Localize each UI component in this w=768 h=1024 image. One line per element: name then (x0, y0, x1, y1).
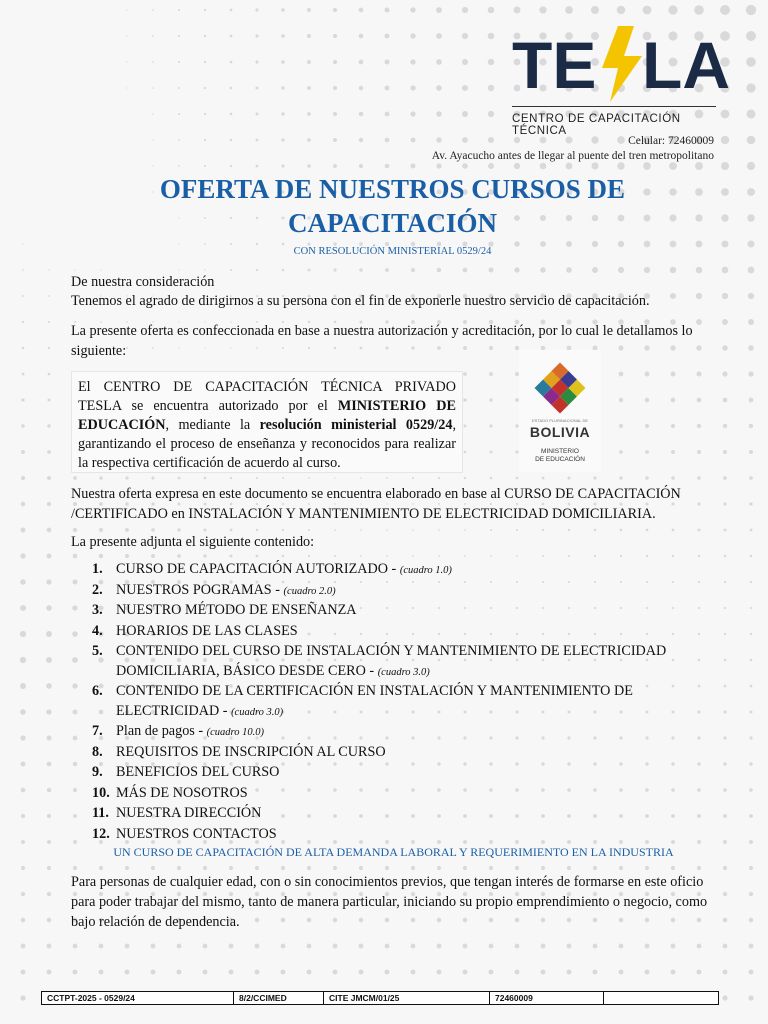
greeting: De nuestra consideración (71, 274, 215, 290)
list-item: 5. CONTENIDO DEL CURSO DE INSTALACIÓN Y MANTENIMIENTO DE ELECTRICIDAD DOMICILIARIA, BÁSICO DESDE CERO - (cuadro 3.0) (92, 643, 667, 679)
lightning-bolt-icon (602, 26, 642, 102)
ministry-country: BOLIVIA (529, 424, 591, 440)
course-description: Nuestra oferta expresa en este documento se encuentra elaborado en base al CURSO DE CAPACITACIÓN /CERTIFICADO en INSTALACIÓN Y MANTENIMIENTO DE ELECTRICIDAD DOMICILIARIA. (71, 486, 681, 522)
ministry-label: MINISTERIO DE EDUCACIÓN (535, 448, 585, 463)
list-item: 8. REQUISITOS DE INSCRIPCIÓN AL CURSO (92, 743, 386, 760)
list-item: 7. Plan de pagos - (cuadro 10.0) (92, 723, 264, 739)
footer-empty (604, 992, 718, 1004)
list-item: 6. CONTENIDO DE LA CERTIFICACIÓN EN INSTALACIÓN Y MANTENIMIENTO DE ELECTRICIDAD - (cuadro 3.0) (92, 683, 633, 719)
footer-ref: 8/2/CCIMED (234, 992, 324, 1004)
intro-line: Tenemos el agrado de dirigirnos a su persona con el fin de exponerle nuestro servicio de capacitación. (71, 293, 650, 309)
list-item: 11. NUESTRA DIRECCIÓN (92, 805, 262, 821)
list-item: 12. NUESTROS CONTACTOS (92, 825, 277, 842)
contents-list (92, 560, 712, 845)
offer-paragraph: La presente oferta es confeccionada en base a nuestra autorización y acreditación, por lo cual le detallamos lo siguiente: (71, 323, 693, 359)
logo-subtitle: CENTRO DE CAPACITACIÓN TÉCNICA (512, 113, 681, 137)
list-item: 9. BENEFICIOS DEL CURSO (92, 764, 280, 780)
footer-phone: 72460009 (490, 992, 604, 1004)
list-item: 1. CURSO DE CAPACITACIÓN AUTORIZADO - (cuadro 1.0) (92, 561, 452, 577)
tesla-wordmark (510, 22, 730, 102)
closing-paragraph: Para personas de cualquier edad, con o sin conocimientos previos, que tengan interés de formarse en este oficio para poder trabajar del mismo, tanto de manera particular, iniciando su propio emprendimiento o negocio, como bajo relación de dependencia. (71, 874, 708, 930)
list-item: 2. NUESTROS POGRAMAS - (cuadro 2.0) (92, 581, 336, 598)
ministry-state-label: ESTADO PLURINACIONAL DE (531, 418, 588, 423)
ministry-name: MINISTERIO DE EDUCACIÓN (78, 398, 456, 433)
footer-cite: CITE JMCM/01/25 (324, 992, 490, 1004)
logo-divider (512, 106, 716, 107)
list-item: 3. NUESTRO MÉTODO DE ENSEÑANZA (92, 602, 357, 618)
authorization-text: El CENTRO DE CAPACITACIÓN TÉCNICA PRIVADO TESLA se encuentra autorizado por el MINISTERIO DE EDUCACIÓN, mediante la resolución ministerial 0529/24, garantizando el proceso de enseñanza y reconocidos para realizar la respectiva certificación de acuerdo al curso. (78, 379, 456, 471)
list-item: 4. HORARIOS DE LAS CLASES (92, 622, 298, 639)
footer-code: CCTPT-2025 - 0529/24 (42, 992, 234, 1004)
logo-text-la: LA (642, 28, 730, 102)
list-item: 10. MÁS DE NOSOTROS (92, 784, 248, 801)
tesla-logo (510, 22, 730, 137)
phone-number: Celular: 72460009 (628, 135, 714, 147)
document-title (70, 172, 715, 240)
footer-table (41, 991, 719, 1005)
title-line-1: OFERTA DE NUESTROS CURSOS DE (159, 174, 626, 204)
logo-text-te: TE (512, 28, 597, 102)
ministry-logo (519, 350, 601, 472)
document-subtitle: CON RESOLUCIÓN MINISTERIAL 0529/24 (293, 246, 492, 257)
resolution-number: resolución ministerial 0529/24 (259, 417, 453, 433)
content-intro: La presente adjunta el siguiente contenido: (71, 534, 315, 550)
title-line-2: CAPACITACIÓN (288, 208, 497, 238)
highlight-banner: UN CURSO DE CAPACITACIÓN DE ALTA DEMANDA LABORAL Y REQUERIMIENTO EN LA INDUSTRIA (113, 845, 674, 859)
authorization-box (71, 371, 463, 473)
address: Av. Ayacucho antes de llegar al puente del tren metropolitano (431, 150, 714, 162)
bolivia-emblem-icon (519, 350, 601, 416)
